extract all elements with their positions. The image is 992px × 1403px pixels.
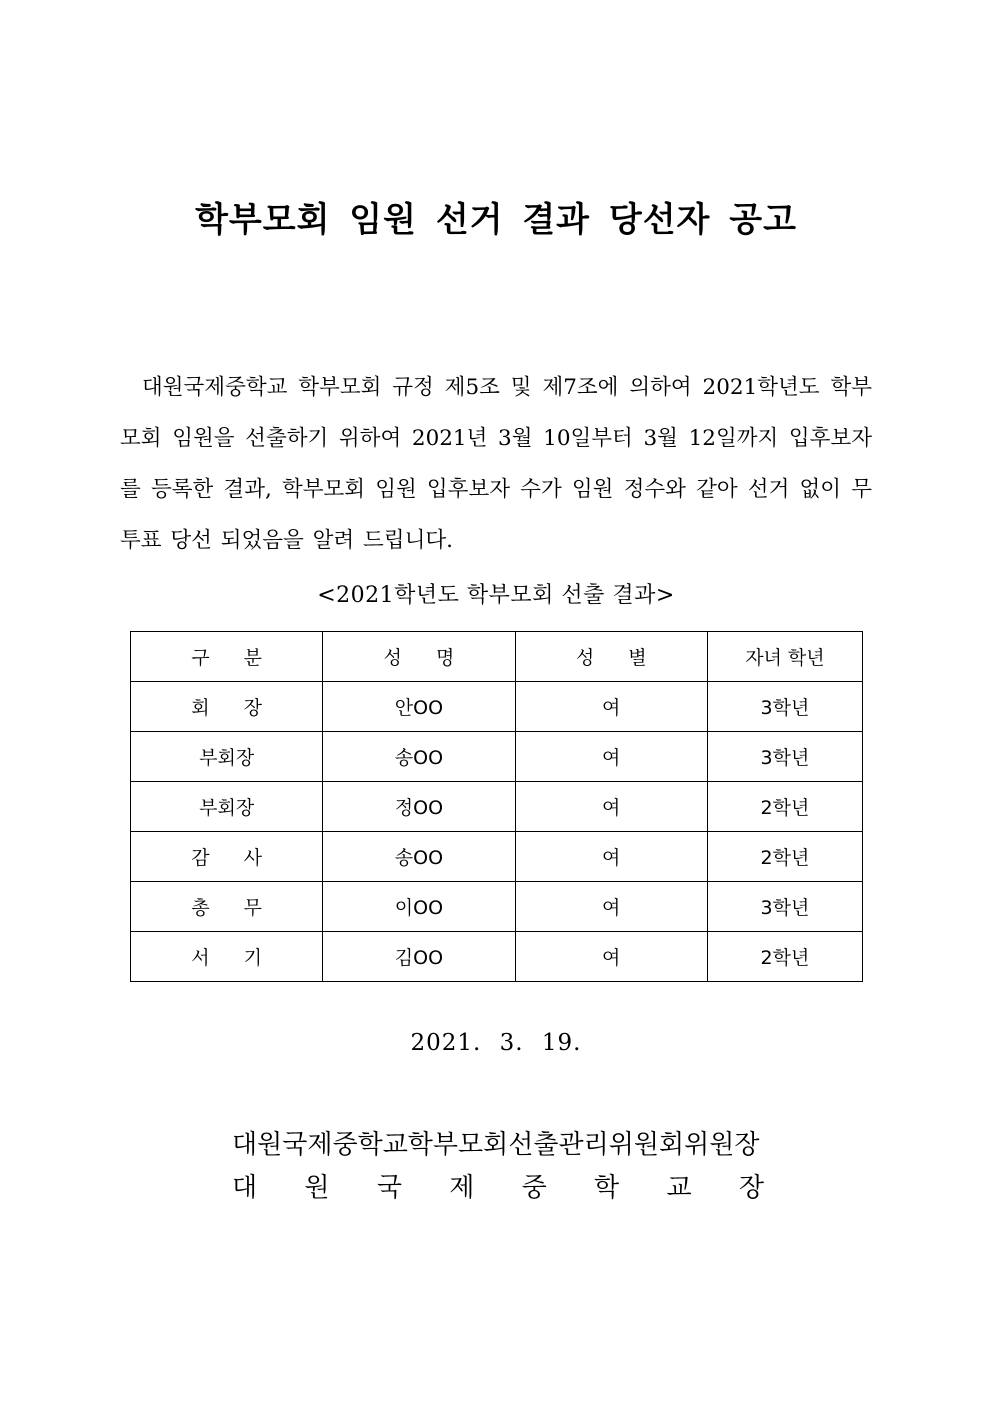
cell-position: 서 기 bbox=[131, 932, 323, 982]
announcement-date: 2021. 3. 19. bbox=[410, 1030, 582, 1056]
header-child-grade: 자녀 학년 bbox=[707, 632, 862, 682]
header-gender: 성 별 bbox=[515, 632, 707, 682]
principal-char: 중 bbox=[521, 1173, 547, 1203]
election-results-table bbox=[130, 631, 863, 982]
cell-name: 이OO bbox=[323, 882, 515, 932]
cell-gender: 여 bbox=[515, 832, 707, 882]
cell-name: 안OO bbox=[323, 682, 515, 732]
table-header-row bbox=[131, 632, 863, 682]
issuer-committee-chair: 대원국제중학교학부모회선출관리위원회위원장 bbox=[232, 1130, 760, 1160]
cell-gender: 여 bbox=[515, 732, 707, 782]
cell-gender: 여 bbox=[515, 682, 707, 732]
principal-char: 교 bbox=[666, 1173, 692, 1203]
cell-name: 송OO bbox=[323, 732, 515, 782]
cell-grade: 3학년 bbox=[707, 732, 862, 782]
header-name: 성 명 bbox=[323, 632, 515, 682]
cell-name: 정OO bbox=[323, 782, 515, 832]
header-category: 구 분 bbox=[131, 632, 323, 682]
principal-char: 장 bbox=[738, 1173, 764, 1203]
cell-grade: 3학년 bbox=[707, 682, 862, 732]
page-title: 학부모회 임원 선거 결과 당선자 공고 bbox=[195, 200, 797, 240]
principal-char: 원 bbox=[304, 1173, 330, 1203]
table-row bbox=[131, 932, 863, 982]
principal-char: 학 bbox=[594, 1173, 620, 1203]
table-caption: <2021학년도 학부모회 선출 결과> bbox=[317, 583, 675, 608]
table-row bbox=[131, 832, 863, 882]
cell-name: 김OO bbox=[323, 932, 515, 982]
principal-char: 제 bbox=[449, 1173, 475, 1203]
cell-grade: 3학년 bbox=[707, 882, 862, 932]
principal-char: 대 bbox=[232, 1173, 258, 1203]
cell-grade: 2학년 bbox=[707, 782, 862, 832]
cell-grade: 2학년 bbox=[707, 832, 862, 882]
cell-gender: 여 bbox=[515, 782, 707, 832]
cell-name: 송OO bbox=[323, 832, 515, 882]
announcement-paragraph: 대원국제중학교 학부모회 규정 제5조 및 제7조에 의하여 2021학년도 학부모회 임원을 선출하기 위하여 2021년 3월 10일부터 3월 12일까지 입후보자를 등록한 결과, 학부모회 임원 입후보자 수가 임원 정수와 같아 선거 없이 무투표 당선 되었음을 알려 드립니다. bbox=[120, 375, 872, 553]
issuer-principal bbox=[232, 1167, 764, 1204]
table-row bbox=[131, 682, 863, 732]
table-row bbox=[131, 882, 863, 932]
cell-gender: 여 bbox=[515, 932, 707, 982]
cell-position: 부회장 bbox=[131, 782, 323, 832]
cell-position: 회 장 bbox=[131, 682, 323, 732]
cell-position: 부회장 bbox=[131, 732, 323, 782]
cell-grade: 2학년 bbox=[707, 932, 862, 982]
cell-gender: 여 bbox=[515, 882, 707, 932]
principal-char: 국 bbox=[376, 1173, 402, 1203]
cell-position: 감 사 bbox=[131, 832, 323, 882]
table-row bbox=[131, 782, 863, 832]
cell-position: 총 무 bbox=[131, 882, 323, 932]
table-row bbox=[131, 732, 863, 782]
